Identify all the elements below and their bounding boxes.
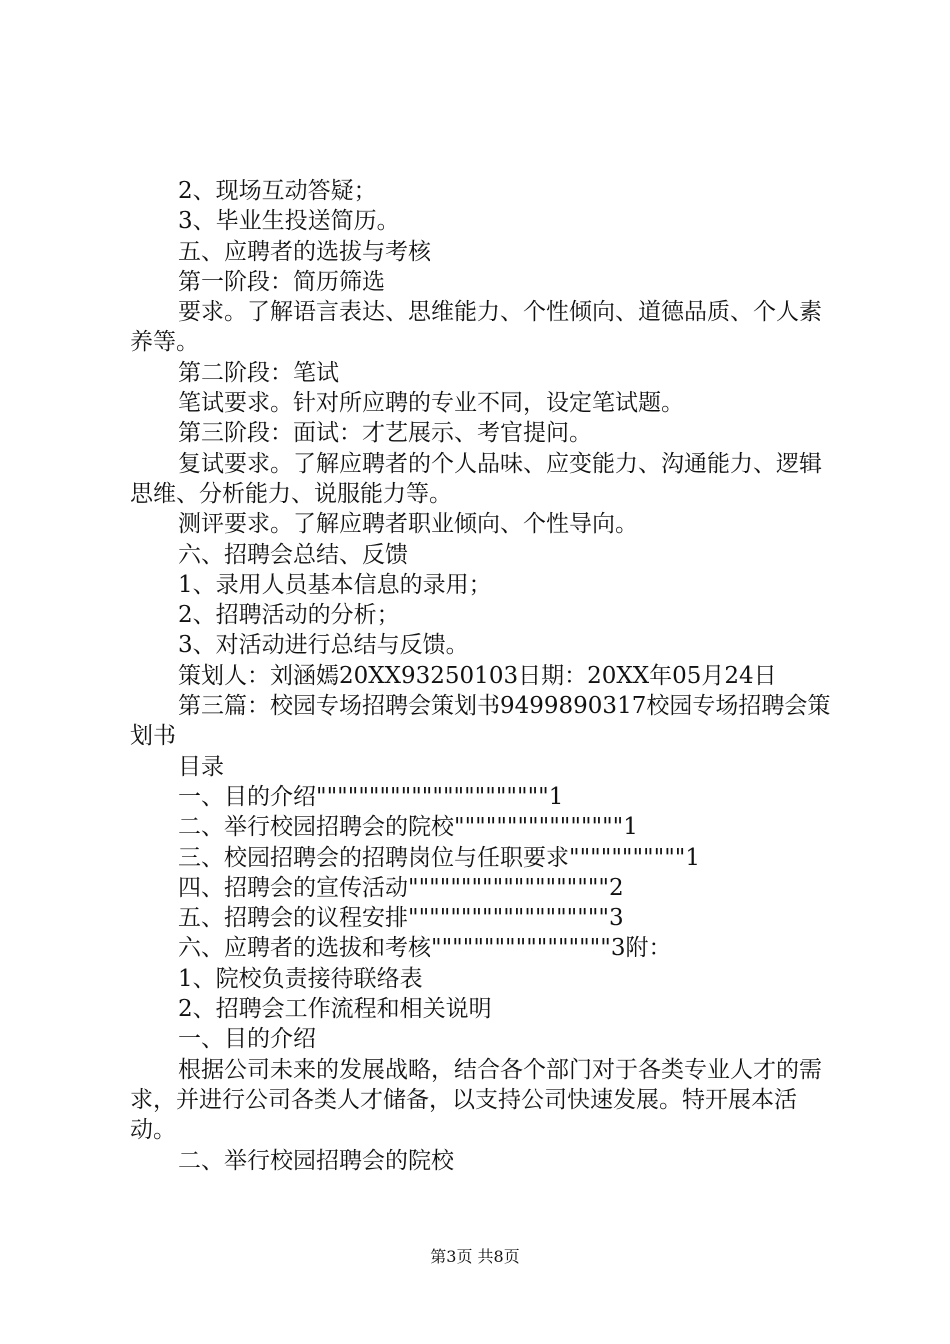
section-heading: 五、应聘者的选拔与考核 [178,238,431,265]
toc-entry: 三、校园招聘会的招聘岗位与任职要求"""""""""""1 [178,844,701,871]
paragraph: 要求。了解语言表达、思维能力、个性倾向、道德品质、个人素养等。 [130,299,822,356]
paragraph: 2、现场互动答疑； [178,178,377,204]
section-heading: 六、招聘会总结、反馈 [178,541,408,568]
toc-entry: 四、招聘会的宣传活动"""""""""""""""""""2 [178,874,624,901]
paragraph: 3、毕业生投送简历。 [178,208,400,235]
toc-entry: 五、招聘会的议程安排"""""""""""""""""""3 [178,905,624,932]
paragraph: 3、对活动进行总结与反馈。 [178,632,469,659]
document-body [130,176,835,1176]
paragraph: 策划人：刘涵嫣20XX93250103日期：20XX年05月24日 [178,662,777,689]
paragraph: 第一阶段：简历筛选 [178,268,385,295]
toc-entry: 2、招聘会工作流程和相关说明 [178,996,492,1023]
paragraph: 第三阶段：面试：才艺展示、考官提问。 [178,420,592,447]
section-heading: 一、目的介绍 [178,1026,316,1053]
paragraph: 复试要求。了解应聘者的个人品味、应变能力、沟通能力、逻辑思维、分析能力、说服能力等。 [130,450,822,507]
toc-entry: 二、举行校园招聘会的院校""""""""""""""""1 [178,814,638,841]
paragraph: 2、招聘活动的分析； [178,602,400,629]
paragraph: 笔试要求。针对所应聘的专业不同，设定笔试题。 [178,390,684,417]
paragraph: 第二阶段：笔试 [178,359,339,386]
toc-title: 目录 [178,753,224,780]
paragraph: 测评要求。了解应聘者职业倾向、个性导向。 [178,511,638,538]
page-footer: 第3页 共8页 [430,1247,520,1266]
toc-entry: 六、应聘者的选拔和考核"""""""""""""""""3附： [178,935,672,962]
paragraph: 根据公司未来的发展战略，结合各个部门对于各类专业人才的需求，并进行公司各类人才储备，以支持公司快速发展。特开展本活动。 [130,1056,822,1144]
paragraph: 1、录用人员基本信息的录用； [178,571,492,598]
paragraph: 第三篇：校园专场招聘会策划书9499890317校园专场招聘会策划书 [130,693,831,750]
section-heading: 二、举行校园招聘会的院校 [178,1147,454,1174]
toc-entry: 一、目的介绍""""""""""""""""""""""1 [178,783,564,810]
toc-entry: 1、院校负责接待联络表 [178,965,423,992]
